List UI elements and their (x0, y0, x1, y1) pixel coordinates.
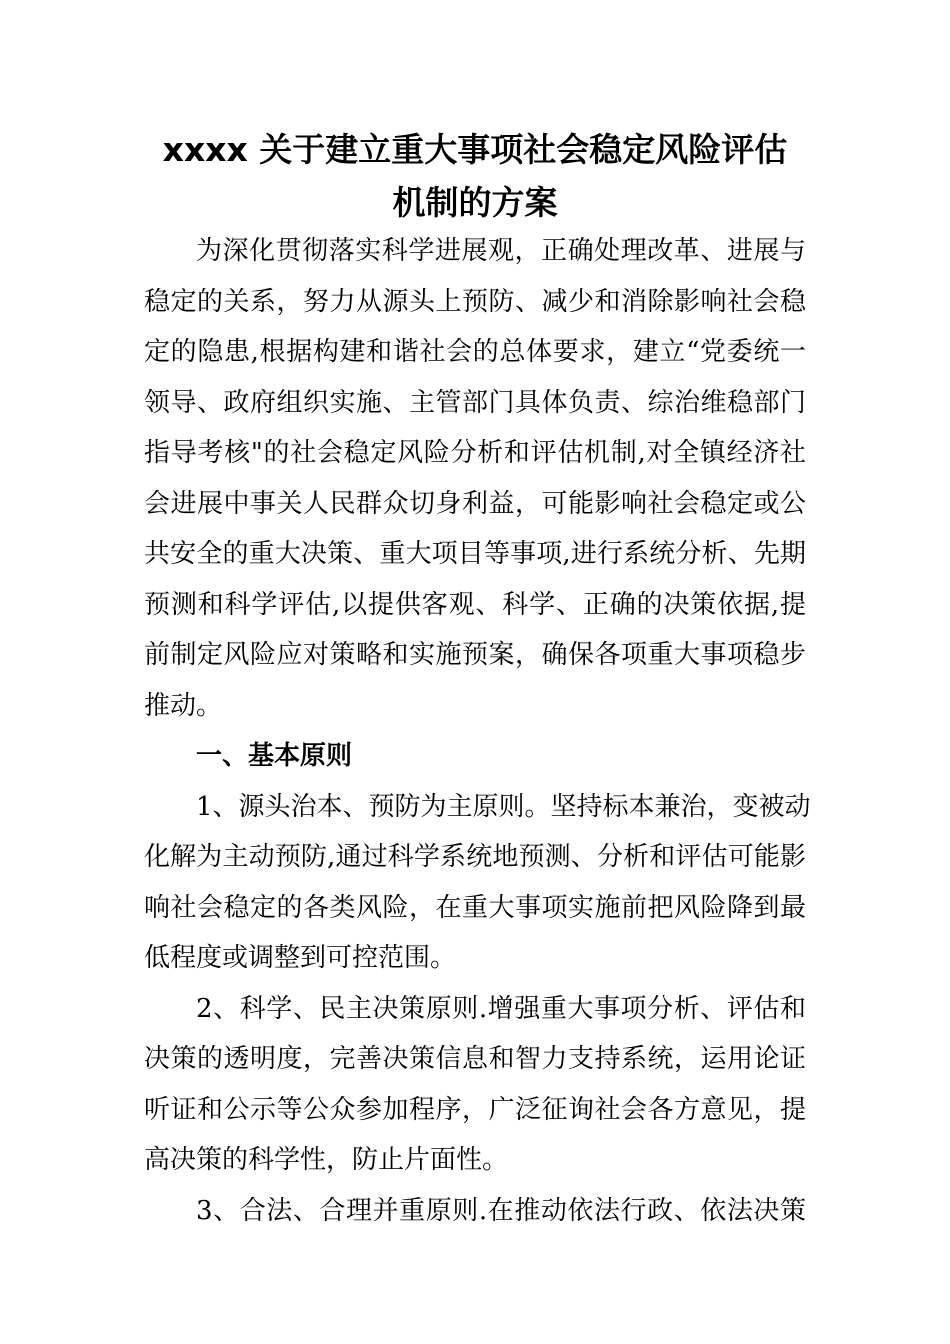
intro-line: 为深化贯彻落实科学进展观，正确处理改革、进展与 (196, 236, 806, 266)
document-title-line-2: 机制的方案 (392, 183, 558, 222)
principle-2-line: 2、科学、民主决策原则.增强重大事项分析、评估和 (196, 994, 806, 1024)
intro-line: 领导、政府组织实施、主管部门具体负责、综治维稳部门 (144, 388, 806, 418)
intro-line: 指导考核"的社会稳定风险分析和评估机制,对全镇经济社 (144, 438, 806, 468)
intro-line: 前制定风险应对策略和实施预案，确保各项重大事项稳步 (144, 640, 806, 670)
intro-line: 推动。 (144, 691, 223, 721)
principle-1-line: 响社会稳定的各类风险，在重大事项实施前把风险降到最 (144, 893, 806, 923)
principle-1-line: 化解为主动预防,通过科学系统地预测、分析和评估可能影 (144, 842, 806, 872)
intro-line: 定的隐患,根据构建和谐社会的总体要求，建立“党委统一 (144, 337, 806, 367)
document-title-line-1: xxxx 关于建立重大事项社会稳定风险评估 (162, 130, 788, 169)
intro-line: 稳定的关系，努力从源头上预防、减少和消除影响社会稳 (144, 287, 806, 317)
principle-2-line: 高决策的科学性，防止片面性。 (144, 1145, 509, 1175)
section-heading-basic-principles: 一、基本原则 (196, 741, 353, 771)
principle-2-line: 听证和公示等公众参加程序，广泛征询社会各方意见，提 (144, 1095, 806, 1125)
principle-3-line: 3、合法、合理并重原则.在推动依法行政、依法决策 (196, 1196, 806, 1226)
intro-line: 共安全的重大决策、重大项目等事项,进行系统分析、先期 (144, 539, 806, 569)
intro-line: 会进展中事关人民群众切身利益，可能影响社会稳定或公 (144, 489, 806, 519)
principle-2-line: 决策的透明度，完善决策信息和智力支持系统，运用论证 (144, 1044, 806, 1074)
intro-line: 预测和科学评估,以提供客观、科学、正确的决策依据,提 (144, 590, 806, 620)
principle-1-line: 1、源头治本、预防为主原则。坚持标本兼治，变被动 (196, 792, 811, 822)
principle-1-line: 低程度或调整到可控范围。 (144, 943, 457, 973)
